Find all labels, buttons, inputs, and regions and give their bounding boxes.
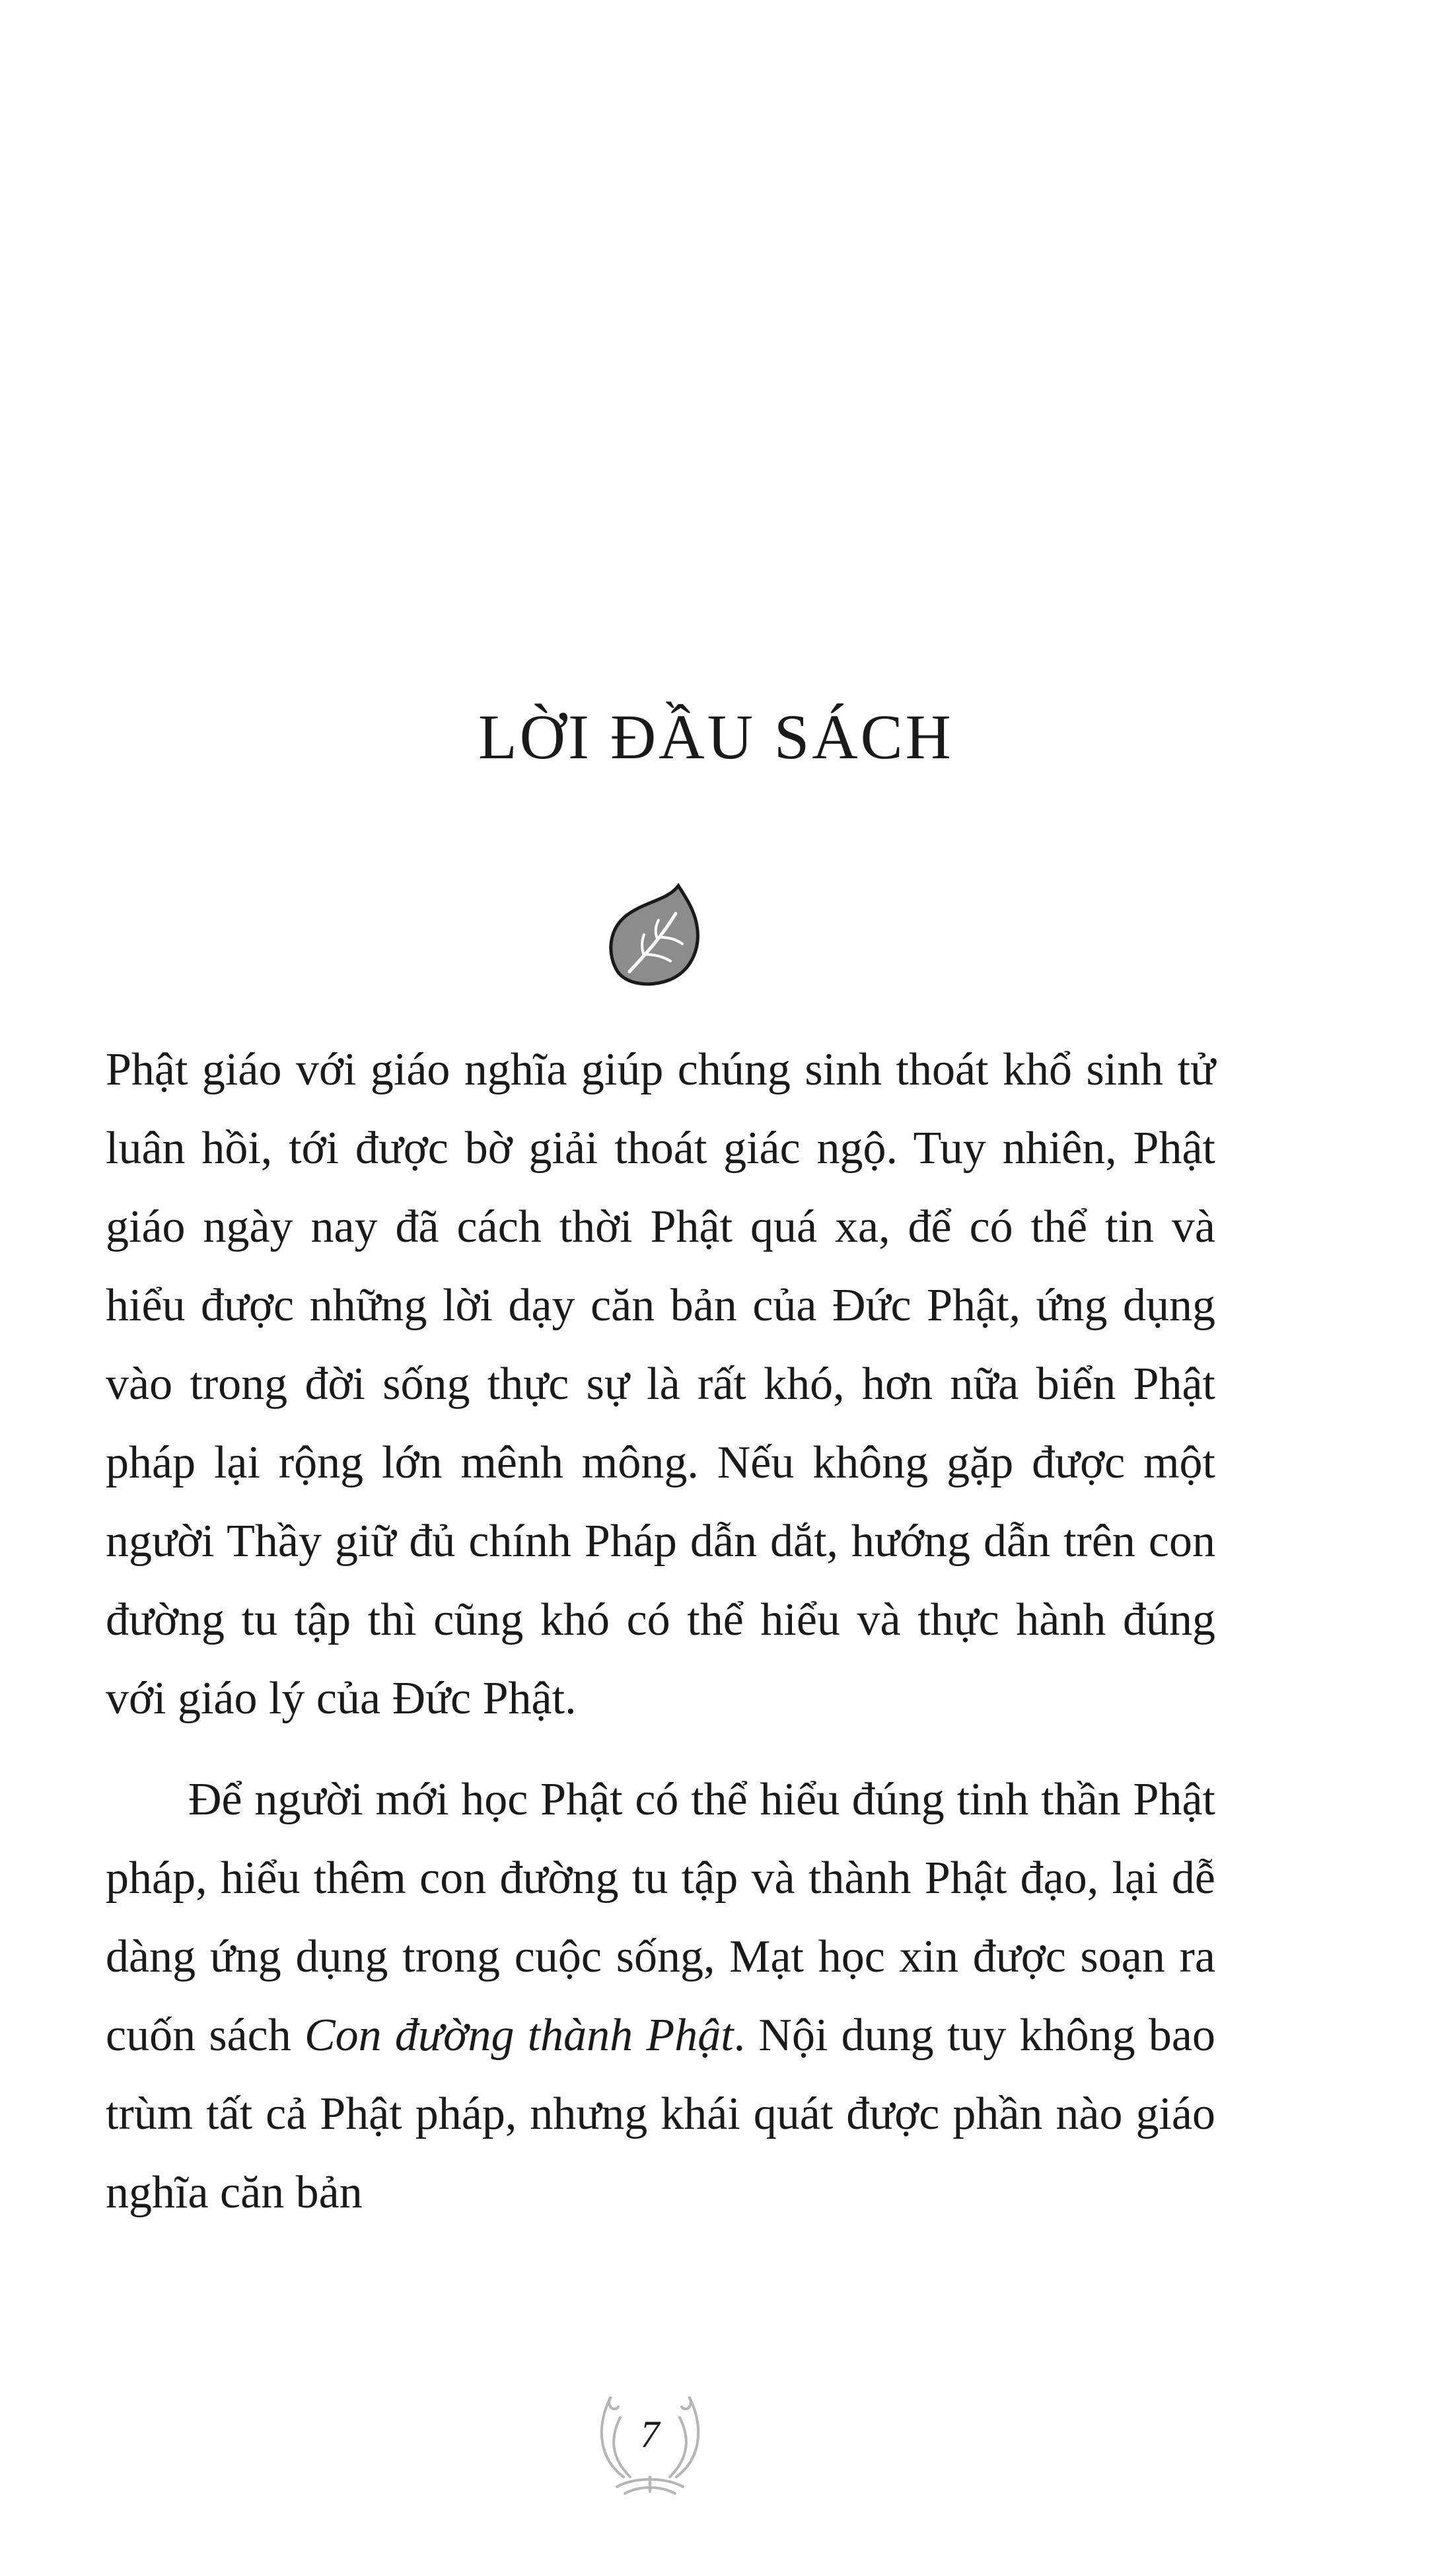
paragraph-2-text-end: . Nội dung tuy không bao trùm tất cả Phật pháp, nhưng khái quát được phần nào giáo nghĩa căn bản: [106, 2010, 1215, 2218]
page-footer: [584, 2378, 716, 2497]
body-text: [106, 1030, 1215, 2232]
page-number: 7: [640, 2413, 660, 2456]
paragraph-2: [106, 1760, 1215, 2232]
book-title: Con đường thành Phật: [304, 2010, 734, 2061]
paragraph-1: Phật giáo với giáo nghĩa giúp chúng sinh thoát khổ sinh tử luân hồi, tới được bờ giải thoát giác ngộ. Tuy nhiên, Phật giáo ngày nay đã cách thời Phật quá xa, để có thể tin và hiểu được những lời dạy căn bản của Đức Phật, ứng dụng vào trong đời sống thực sự là rất khó, hơn nữa biển Phật pháp lại rộng lớn mênh mông. Nếu không gặp được một người Thầy giữ đủ chính Pháp dẫn dắt, hướng dẫn trên con đường tu tập thì cũng khó có thể hiểu và thực hành đúng với giáo lý của Đức Phật.: [106, 1044, 1215, 1724]
leaf-shape: [611, 886, 698, 984]
paragraph-2-text-start: Để người mới học Phật có thể hiểu đúng tinh thần Phật pháp, hiểu thêm con đường tu tập và thành Phật đạo, lại dễ dàng ứng dụng trong cuộc sống, Mạt học xin được soạn ra cuốn sách: [106, 1774, 1215, 2061]
leaf-icon: [604, 882, 703, 987]
page-title: LỜI ĐẦU SÁCH: [478, 701, 954, 772]
